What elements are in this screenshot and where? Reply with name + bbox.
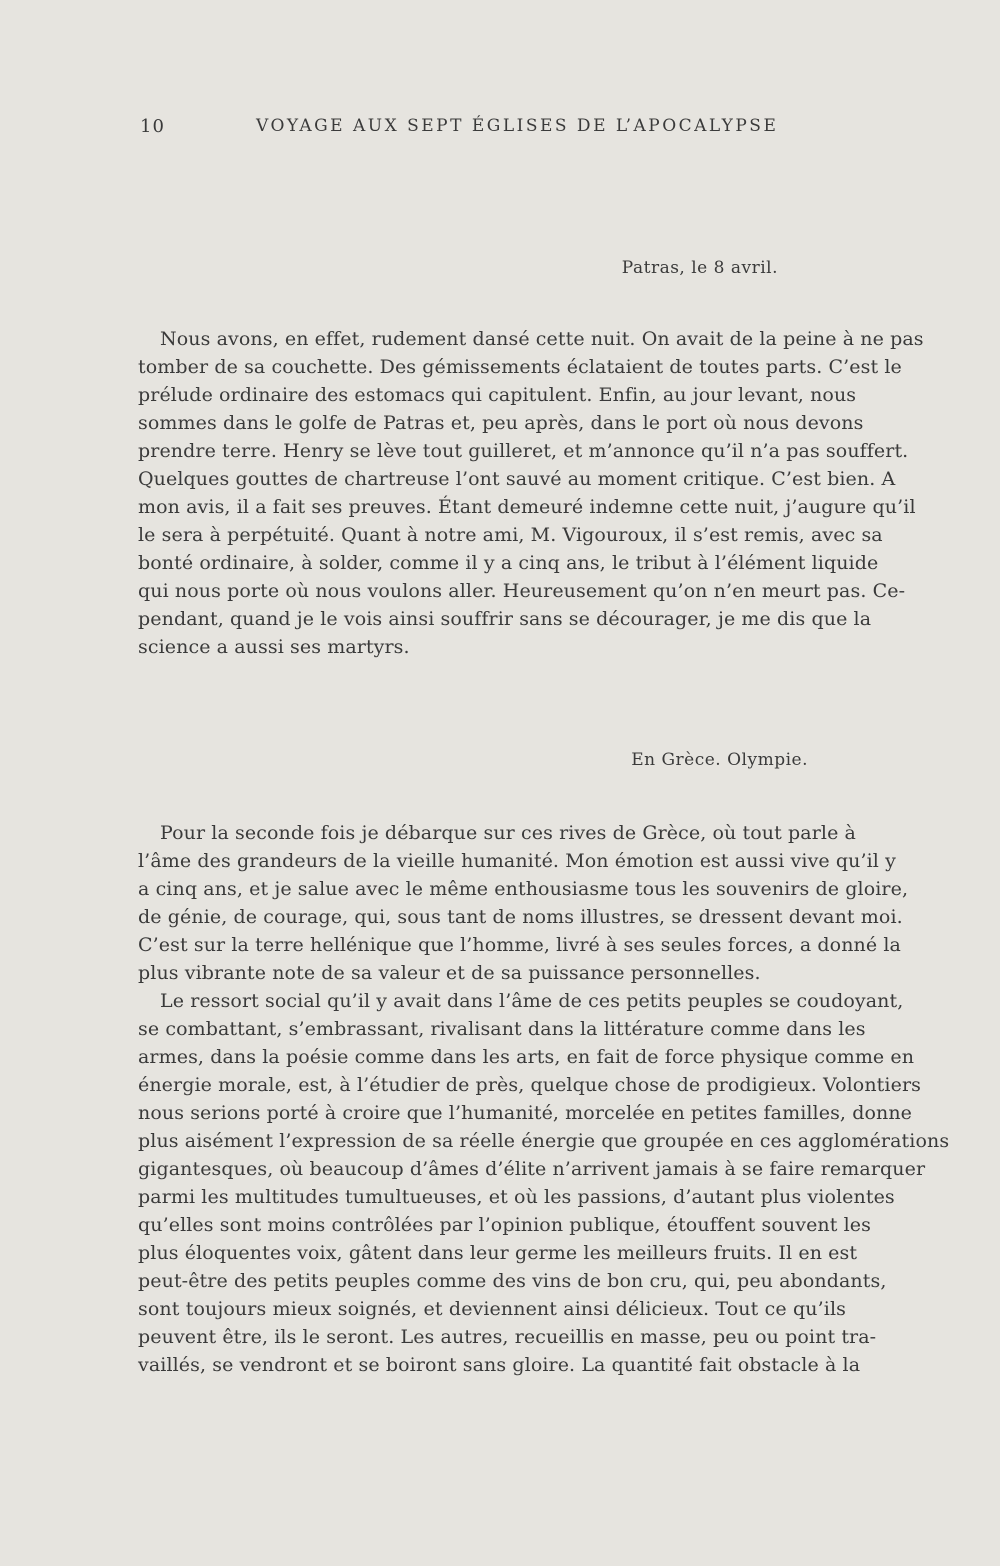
text-line: sont toujours mieux soignés, et deviennent ainsi délicieux. Tout ce qu’ils (138, 1298, 846, 1320)
text-line: peut-être des petits peuples comme des vins de bon cru, qui, peu abondants, (138, 1270, 887, 1292)
text-line: qu’elles sont moins contrôlées par l’opinion publique, étouffent souvent les (138, 1214, 871, 1236)
text-line: Nous avons, en effet, rudement dansé cette nuit. On avait de la peine à ne pas (160, 328, 924, 350)
text-line: Le ressort social qu’il y avait dans l’âme de ces petits peuples se coudoyant, (160, 990, 904, 1012)
text-line: se combattant, s’embrassant, rivalisant dans la littérature comme dans les (138, 1018, 866, 1040)
text-line: peuvent être, ils le seront. Les autres, recueillis en masse, peu ou point tra- (138, 1326, 877, 1348)
running-head (140, 116, 850, 140)
text-line: le sera à perpétuité. Quant à notre ami, M. Vigouroux, il s’est remis, avec sa (138, 524, 883, 546)
text-line: l’âme des grandeurs de la vieille humanité. Mon émotion est aussi vive qu’il y (138, 850, 896, 872)
text-line: plus aisément l’expression de sa réelle énergie que groupée en ces agglomérations (138, 1130, 950, 1152)
text-line: science a aussi ses martyrs. (138, 636, 410, 658)
text-line: de génie, de courage, qui, sous tant de noms illustres, se dressent devant moi. (138, 906, 903, 928)
running-title: VOYAGE AUX SEPT ÉGLISES DE L’APOCALYPSE (256, 116, 779, 136)
text-line: prélude ordinaire des estomacs qui capitulent. Enfin, au jour levant, nous (138, 384, 857, 406)
text-line: mon avis, il a fait ses preuves. Étant demeuré indemne cette nuit, j’augure qu’il (138, 496, 916, 518)
text-line: qui nous porte où nous voulons aller. Heureusement qu’on n’en meurt pas. Ce- (138, 580, 906, 602)
text-line: bonté ordinaire, à solder, comme il y a cinq ans, le tribut à l’élément liquide (138, 552, 879, 574)
text-line: gigantesques, où beaucoup d’âmes d’élite n’arrivent jamais à se faire remarquer (138, 1158, 926, 1180)
text-line: énergie morale, est, à l’étudier de près, quelque chose de prodigieux. Volontiers (138, 1074, 921, 1096)
page-number: 10 (140, 116, 165, 137)
text-line: pendant, quand je le vois ainsi souffrir sans se décourager, je me dis que la (138, 608, 872, 630)
dateline-olympie: En Grèce. Olympie. (631, 750, 808, 770)
text-line: tomber de sa couchette. Des gémissements éclataient de toutes parts. C’est le (138, 356, 902, 378)
text-line: C’est sur la terre hellénique que l’homme, livré à ses seules forces, a donné la (138, 934, 901, 956)
text-line: Quelques gouttes de chartreuse l’ont sauvé au moment critique. C’est bien. A (138, 468, 896, 490)
text-line: nous serions porté à croire que l’humanité, morcelée en petites familles, donne (138, 1102, 913, 1124)
text-line: plus vibrante note de sa valeur et de sa puissance personnelles. (138, 962, 761, 984)
text-line: vaillés, se vendront et se boiront sans gloire. La quantité fait obstacle à la (138, 1354, 861, 1376)
text-line: armes, dans la poésie comme dans les arts, en fait de force physique comme en (138, 1046, 915, 1068)
text-line: plus éloquentes voix, gâtent dans leur germe les meilleurs fruits. Il en est (138, 1242, 858, 1264)
text-line: a cinq ans, et je salue avec le même enthousiasme tous les souvenirs de gloire, (138, 878, 909, 900)
text-line: Pour la seconde fois je débarque sur ces rives de Grèce, où tout parle à (160, 822, 856, 844)
text-line: parmi les multitudes tumultueuses, et où les passions, d’autant plus violentes (138, 1186, 895, 1208)
text-line: prendre terre. Henry se lève tout guilleret, et m’annonce qu’il n’a pas souffert. (138, 440, 909, 462)
dateline-patras: Patras, le 8 avril. (621, 258, 778, 278)
text-line: sommes dans le golfe de Patras et, peu après, dans le port où nous devons (138, 412, 864, 434)
